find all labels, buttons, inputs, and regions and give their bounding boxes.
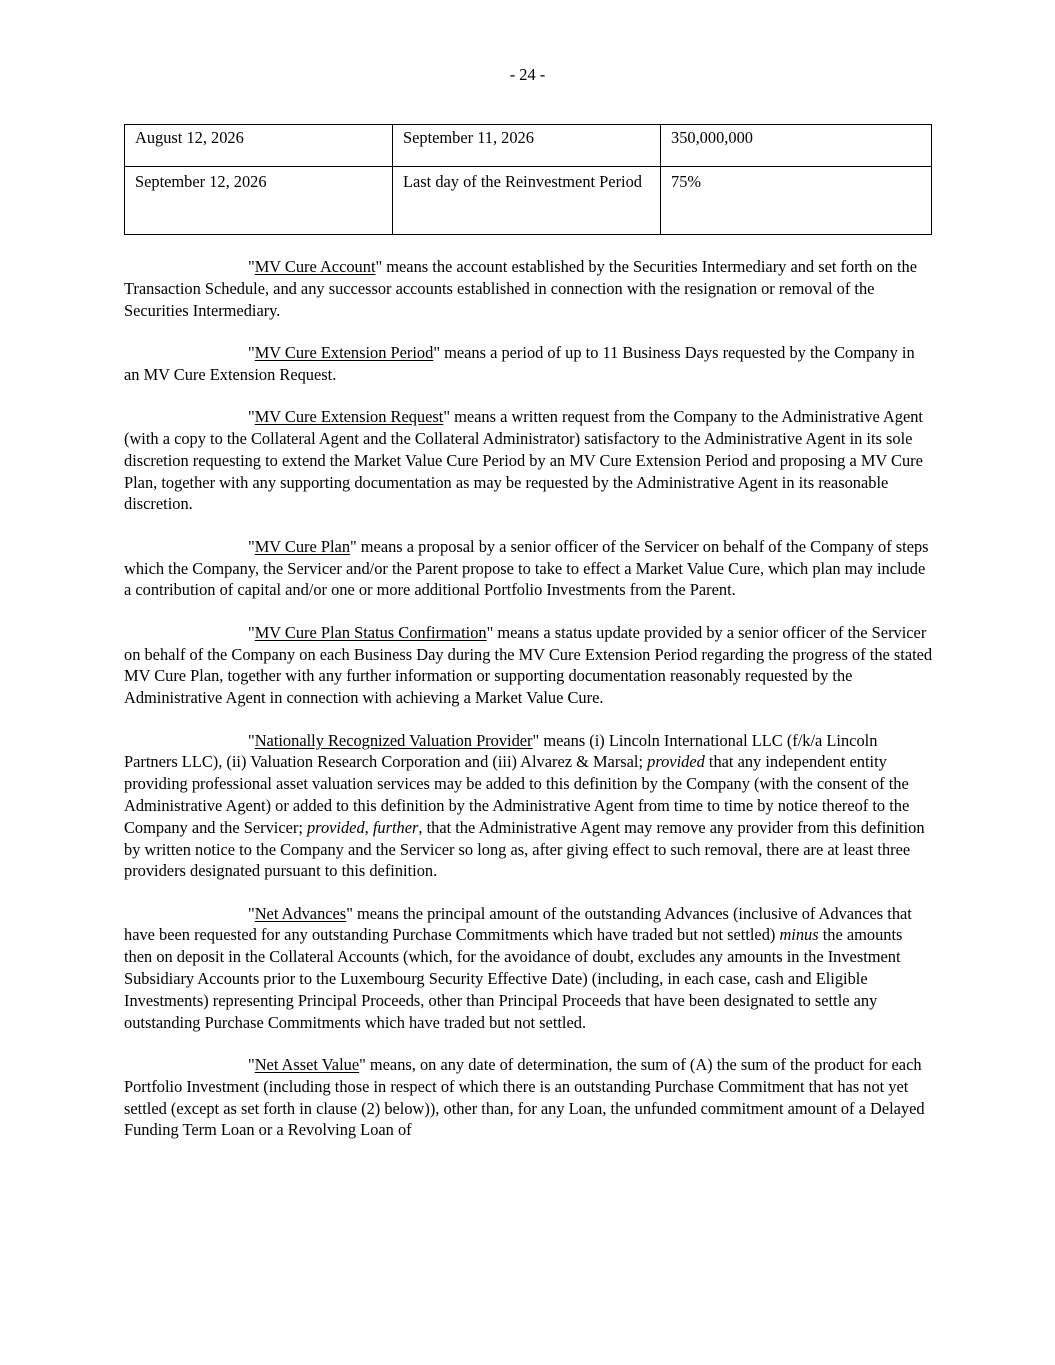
- defined-term: MV Cure Plan: [254, 536, 351, 556]
- emphasis-text: provided: [647, 752, 705, 772]
- definition-mv-cure-account: "MV Cure Account" means the account established by the Securities Intermediary and set forth on the Transaction Schedule, and any successor accounts established in connection with the resignation or removal of the Securities Intermediary.: [124, 257, 917, 320]
- definition-text: , that the Administrative Agent may remove any provider from this definition by written notice to the Company and the Servicer so long as, after giving effect to such removal, there are at least three providers designated pursuant to this definition.: [124, 817, 925, 881]
- definition-text: the amounts then on deposit in the Collateral Accounts (which, for the avoidance of doubt, excludes any amounts in the Investment Subsidiary Accounts prior to the Luxembourg Security Effective Date) (including, in each case, cash and Eligible Investments) representing Principal Proceeds, other than Principal Proceeds that have been designated to settle any outstanding Purchase Commitments which have traded but not settled.: [124, 925, 903, 1032]
- emphasis-text: minus: [779, 925, 819, 945]
- table-cell: 75%: [661, 167, 932, 235]
- table-row: [125, 125, 932, 167]
- defined-term: MV Cure Extension Period: [254, 342, 434, 362]
- definition-text: " means, on any date of determination, the sum of (A) the sum of the product for each Portfolio Investment (including those in respect of which there is an outstanding Purchase Commitment that has not yet settled (except as set forth in clause (2) below)), other than, for any Loan, the unfunded commitment amount of a Delayed Funding Term Loan or a Revolving Loan of: [124, 1055, 925, 1140]
- definition-net-asset-value: "Net Asset Value" means, on any date of determination, the sum of (A) the sum of the product for each Portfolio Investment (including those in respect of which there is an outstanding Purchase Commitment that has not yet settled (except as set forth in clause (2) below)), other than, for any Loan, the unfunded commitment amount of a Delayed Funding Term Loan or a Revolving Loan of: [124, 1055, 925, 1140]
- definition-nationally-recognized-valuation-provider: "Nationally Recognized Valuation Provider" means (i) Lincoln International LLC (f/k/a Lincoln Partners LLC), (ii) Valuation Research Corporation and (iii) Alvarez & Marsal; provided that any independent entity providing professional asset valuation services may be added to this definition by the Company (with the consent of the Administrative Agent) or added to this definition by the Administrative Agent from time to time by notice thereof to the Company and the Servicer; provided, further, that the Administrative Agent may remove any provider from this definition by written notice to the Company and the Servicer so long as, after giving effect to such removal, there are at least three providers designated pursuant to this definition.: [124, 730, 925, 881]
- table-cell: September 12, 2026: [125, 167, 393, 235]
- emphasis-text: provided: [306, 817, 365, 837]
- definition-text: " means a written request from the Company to the Administrative Agent (with a copy to the Collateral Agent and the Collateral Administrator) satisfactory to the Administrative Agent in its sole discretion requesting to extend the Market Value Cure Period by an MV Cure Extension Period and proposing a MV Cure Plan, together with any supporting documentation as may be requested by the Administrative Agent in its reasonable discretion.: [124, 407, 923, 514]
- defined-term: Nationally Recognized Valuation Provider: [254, 730, 533, 750]
- definition-text: " means a period of up to 11 Business Days requested by the Company in an MV Cure Extension Request.: [124, 342, 915, 384]
- definition-text: " means (i) Lincoln International LLC (f/k/a Lincoln Partners LLC), (ii) Valuation Research Corporation and (iii) Alvarez & Marsal;: [124, 730, 878, 772]
- definition-mv-cure-extension-period: "MV Cure Extension Period" means a period of up to 11 Business Days requested by the Company in an MV Cure Extension Request.: [124, 342, 915, 384]
- definition-mv-cure-plan: "MV Cure Plan" means a proposal by a senior officer of the Servicer on behalf of the Company of steps which the Company, the Servicer and/or the Parent propose to take to effect a Market Value Cure, which plan may include a contribution of capital and/or one or more additional Portfolio Investments from the Parent.: [124, 536, 929, 600]
- table-cell: Last day of the Reinvestment Period: [393, 167, 661, 235]
- definition-mv-cure-plan-status-confirmation: "MV Cure Plan Status Confirmation" means a status update provided by a senior officer of the Servicer on behalf of the Company on each Business Day during the MV Cure Extension Period regarding the progress of the stated MV Cure Plan, together with any further information or supporting documentation reasonably requested by the Administrative Agent in connection with achieving a Market Value Cure.: [124, 622, 933, 708]
- definition-text: " means a status update provided by a senior officer of the Servicer on behalf of the Company on each Business Day during the MV Cure Extension Period regarding the progress of the stated MV Cure Plan, together with any further information or supporting documentation reasonably requested by the Administrative Agent in connection with achieving a Market Value Cure.: [124, 622, 933, 708]
- emphasis-text: further: [372, 817, 419, 837]
- definition-mv-cure-extension-request: "MV Cure Extension Request" means a written request from the Company to the Administrative Agent (with a copy to the Collateral Agent and the Collateral Administrator) satisfactory to the Administrative Agent in its sole discretion requesting to extend the Market Value Cure Period by an MV Cure Extension Period and proposing a MV Cure Plan, together with any supporting documentation as may be requested by the Administrative Agent in its reasonable discretion.: [124, 407, 923, 514]
- definition-text: that any independent entity providing professional asset valuation services may be added to this definition by the Company (with the consent of the Administrative Agent) or added to this definition by the Administrative Agent from time to time by notice thereof to the Company and the Servicer;: [124, 752, 910, 837]
- definition-text: " means the principal amount of the outstanding Advances (inclusive of Advances that have been requested for any outstanding Purchase Commitments which have traded but not settled): [124, 903, 912, 945]
- definition-text: " means the account established by the Securities Intermediary and set forth on the Transaction Schedule, and any successor accounts established in connection with the resignation or removal of the Securities Intermediary.: [124, 257, 917, 320]
- table-cell: September 11, 2026: [393, 125, 661, 167]
- defined-term: Net Advances: [254, 903, 347, 923]
- definition-net-advances: "Net Advances" means the principal amount of the outstanding Advances (inclusive of Advances that have been requested for any outstanding Purchase Commitments which have traded but not settled) minus the amounts then on deposit in the Collateral Accounts (which, for the avoidance of doubt, excludes any amounts in the Investment Subsidiary Accounts prior to the Luxembourg Security Effective Date) (including, in each case, cash and Eligible Investments) representing Principal Proceeds, other than Principal Proceeds that have been designated to settle any outstanding Purchase Commitments which have traded but not settled.: [124, 903, 912, 1032]
- table-cell: 350,000,000: [661, 125, 932, 167]
- definition-text: ,: [364, 817, 373, 837]
- table-cell: August 12, 2026: [125, 125, 393, 167]
- schedule-table: [124, 124, 932, 235]
- table-row: [125, 167, 932, 235]
- defined-term: MV Cure Plan Status Confirmation: [254, 622, 487, 642]
- defined-term: MV Cure Account: [254, 257, 376, 276]
- defined-term: MV Cure Extension Request: [254, 407, 444, 427]
- definition-text: " means a proposal by a senior officer of the Servicer on behalf of the Company of steps which the Company, the Servicer and/or the Parent propose to take to effect a Market Value Cure, which plan may include a contribution of capital and/or one or more additional Portfolio Investments from the Parent.: [124, 536, 929, 600]
- page-number: - 24 -: [509, 65, 546, 84]
- definitions-body: [124, 256, 934, 1162]
- defined-term: Net Asset Value: [254, 1055, 360, 1075]
